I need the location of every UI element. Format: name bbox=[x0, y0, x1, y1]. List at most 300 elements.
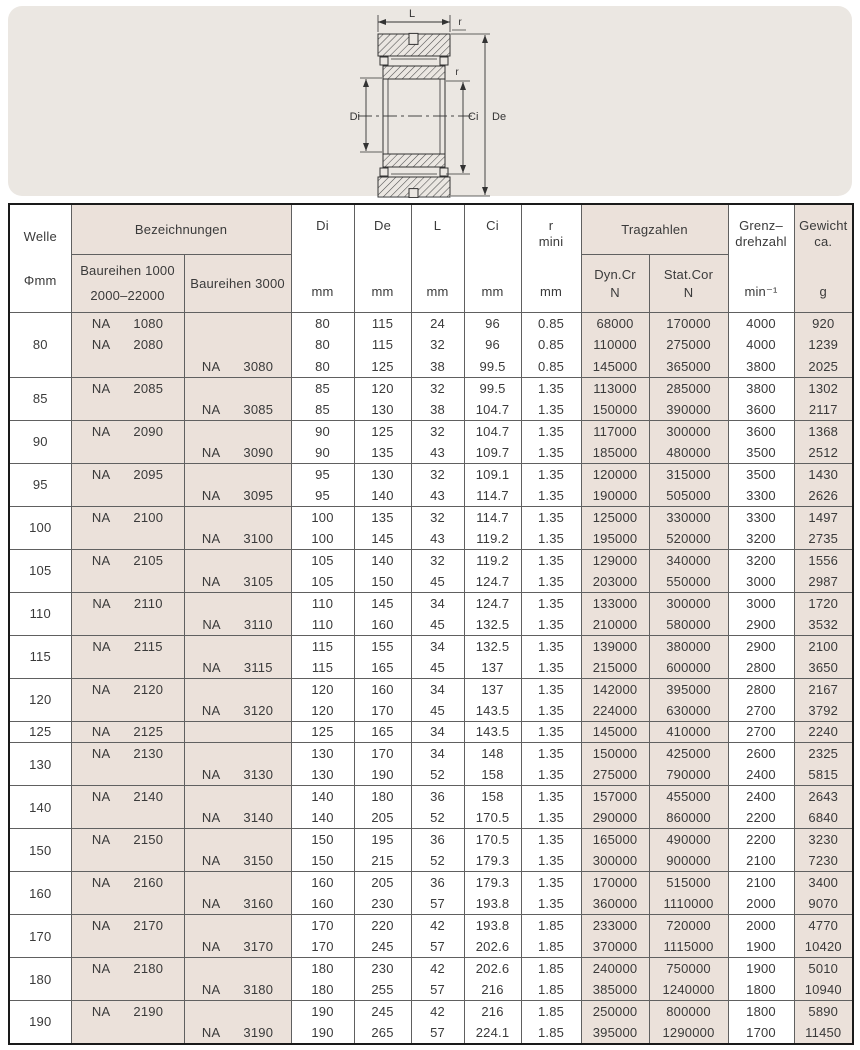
de-value: 205 bbox=[354, 807, 411, 829]
ci-value: 132.5 bbox=[464, 614, 521, 636]
table-row bbox=[9, 334, 853, 356]
r-mini-value: 0.85 bbox=[521, 356, 581, 378]
table-row bbox=[9, 442, 853, 464]
inner-ring-top bbox=[383, 66, 445, 79]
dimension-label-Di: Di bbox=[349, 111, 360, 123]
welle-cell: 150 bbox=[9, 829, 71, 872]
designation-baureihe-1000 bbox=[71, 356, 184, 378]
stat-cor-value: 750000 bbox=[649, 958, 728, 980]
grenzdrehzahl-value: 3600 bbox=[728, 399, 794, 421]
r-mini-value: 1.35 bbox=[521, 893, 581, 915]
ci-value: 99.5 bbox=[464, 356, 521, 378]
de-value: 265 bbox=[354, 1022, 411, 1044]
designation-baureihe-1000: NA 2090 bbox=[71, 420, 184, 442]
stat-cor-value: 550000 bbox=[649, 571, 728, 593]
stat-cor-value: 455000 bbox=[649, 786, 728, 808]
table-row bbox=[9, 485, 853, 507]
welle-cell: 80 bbox=[9, 313, 71, 378]
table-row bbox=[9, 592, 853, 614]
designation-baureihe-3000 bbox=[184, 721, 291, 743]
designation-baureihe-3000 bbox=[184, 743, 291, 765]
designation-baureihe-1000 bbox=[71, 850, 184, 872]
table-row bbox=[9, 399, 853, 421]
dimension-label-Ci: Ci bbox=[468, 111, 479, 123]
welle-cell: 110 bbox=[9, 592, 71, 635]
de-value: 155 bbox=[354, 635, 411, 657]
designation-baureihe-1000 bbox=[71, 528, 184, 550]
di-value: 180 bbox=[291, 958, 354, 980]
ci-value: 170.5 bbox=[464, 829, 521, 851]
gewicht-value: 2626 bbox=[794, 485, 853, 507]
gewicht-value: 2512 bbox=[794, 442, 853, 464]
ci-value: 143.5 bbox=[464, 721, 521, 743]
r-mini-value: 1.35 bbox=[521, 786, 581, 808]
l-value: 43 bbox=[411, 528, 464, 550]
header-baureihen-3000: Baureihen 3000 bbox=[184, 255, 291, 313]
gewicht-value: 5815 bbox=[794, 764, 853, 786]
designation-baureihe-1000: NA 2100 bbox=[71, 506, 184, 528]
stat-cor-value: 395000 bbox=[649, 678, 728, 700]
l-value: 45 bbox=[411, 700, 464, 722]
designation-baureihe-1000: NA 2150 bbox=[71, 829, 184, 851]
stat-cor-value: 860000 bbox=[649, 807, 728, 829]
welle-cell: 90 bbox=[9, 420, 71, 463]
designation-baureihe-1000: NA 2160 bbox=[71, 872, 184, 894]
ci-value: 132.5 bbox=[464, 635, 521, 657]
l-value: 34 bbox=[411, 592, 464, 614]
ci-value: 99.5 bbox=[464, 377, 521, 399]
gewicht-value: 1497 bbox=[794, 506, 853, 528]
r-mini-value: 1.35 bbox=[521, 872, 581, 894]
designation-baureihe-1000 bbox=[71, 657, 184, 679]
dyn-cr-value: 290000 bbox=[581, 807, 649, 829]
gewicht-value: 1720 bbox=[794, 592, 853, 614]
di-value: 140 bbox=[291, 807, 354, 829]
ci-value: 114.7 bbox=[464, 485, 521, 507]
stat-cor-value: 1115000 bbox=[649, 936, 728, 958]
dimension-label-L: L bbox=[408, 8, 416, 20]
de-value: 195 bbox=[354, 829, 411, 851]
de-value: 165 bbox=[354, 657, 411, 679]
grenzdrehzahl-value: 2000 bbox=[728, 915, 794, 937]
ring-seam-bottom bbox=[409, 189, 418, 198]
r-mini-value: 1.35 bbox=[521, 420, 581, 442]
di-value: 85 bbox=[291, 377, 354, 399]
di-value: 95 bbox=[291, 463, 354, 485]
di-value: 150 bbox=[291, 829, 354, 851]
dyn-cr-value: 190000 bbox=[581, 485, 649, 507]
gewicht-value: 2025 bbox=[794, 356, 853, 378]
de-value: 160 bbox=[354, 678, 411, 700]
ci-value: 124.7 bbox=[464, 571, 521, 593]
stat-cor-value: 170000 bbox=[649, 313, 728, 335]
welle-cell: 85 bbox=[9, 377, 71, 420]
grenzdrehzahl-value: 2200 bbox=[728, 829, 794, 851]
inner-ring-bottom bbox=[383, 154, 445, 167]
gewicht-value: 2100 bbox=[794, 635, 853, 657]
r-mini-value: 1.35 bbox=[521, 442, 581, 464]
gewicht-value: 2643 bbox=[794, 786, 853, 808]
dimension-label-r-top: r bbox=[458, 17, 462, 28]
designation-baureihe-1000: NA 2140 bbox=[71, 786, 184, 808]
de-value: 170 bbox=[354, 700, 411, 722]
gewicht-value: 1556 bbox=[794, 549, 853, 571]
di-value: 90 bbox=[291, 442, 354, 464]
l-value: 42 bbox=[411, 1001, 464, 1023]
ci-value: 119.2 bbox=[464, 528, 521, 550]
dyn-cr-value: 133000 bbox=[581, 592, 649, 614]
designation-baureihe-1000 bbox=[71, 1022, 184, 1044]
dyn-cr-value: 395000 bbox=[581, 1022, 649, 1044]
designation-baureihe-3000: NA 3150 bbox=[184, 850, 291, 872]
table-row bbox=[9, 936, 853, 958]
table-row bbox=[9, 420, 853, 442]
dyn-cr-value: 139000 bbox=[581, 635, 649, 657]
gewicht-value: 4770 bbox=[794, 915, 853, 937]
designation-baureihe-3000 bbox=[184, 786, 291, 808]
di-value: 100 bbox=[291, 528, 354, 550]
table-row bbox=[9, 1022, 853, 1044]
header-di: Di mm bbox=[291, 204, 354, 313]
stat-cor-value: 520000 bbox=[649, 528, 728, 550]
designation-baureihe-3000: NA 3110 bbox=[184, 614, 291, 636]
grenzdrehzahl-value: 2700 bbox=[728, 700, 794, 722]
table-row bbox=[9, 377, 853, 399]
table-row bbox=[9, 657, 853, 679]
header-tragzahlen: Tragzahlen bbox=[581, 204, 728, 255]
ci-value: 179.3 bbox=[464, 850, 521, 872]
designation-baureihe-3000: NA 3120 bbox=[184, 700, 291, 722]
dyn-cr-value: 210000 bbox=[581, 614, 649, 636]
table-row bbox=[9, 549, 853, 571]
designation-baureihe-1000 bbox=[71, 764, 184, 786]
l-value: 34 bbox=[411, 678, 464, 700]
di-value: 150 bbox=[291, 850, 354, 872]
header-welle-label: Welle bbox=[23, 229, 57, 244]
r-mini-value: 1.85 bbox=[521, 915, 581, 937]
grenzdrehzahl-value: 1700 bbox=[728, 1022, 794, 1044]
designation-baureihe-1000: NA 2180 bbox=[71, 958, 184, 980]
stat-cor-value: 480000 bbox=[649, 442, 728, 464]
stat-cor-value: 800000 bbox=[649, 1001, 728, 1023]
l-value: 52 bbox=[411, 850, 464, 872]
table-row bbox=[9, 1001, 853, 1023]
table-row bbox=[9, 528, 853, 550]
de-value: 140 bbox=[354, 549, 411, 571]
welle-cell: 180 bbox=[9, 958, 71, 1001]
di-value: 110 bbox=[291, 614, 354, 636]
r-mini-value: 1.35 bbox=[521, 399, 581, 421]
de-value: 205 bbox=[354, 872, 411, 894]
table-row bbox=[9, 893, 853, 915]
l-value: 32 bbox=[411, 463, 464, 485]
designation-baureihe-3000 bbox=[184, 463, 291, 485]
stat-cor-value: 1240000 bbox=[649, 979, 728, 1001]
r-mini-value: 1.85 bbox=[521, 1022, 581, 1044]
ci-value: 104.7 bbox=[464, 399, 521, 421]
de-value: 145 bbox=[354, 528, 411, 550]
gewicht-value: 10940 bbox=[794, 979, 853, 1001]
ci-value: 193.8 bbox=[464, 893, 521, 915]
header-dyn-cr: Dyn.Cr N bbox=[581, 255, 649, 313]
bearing-data-table bbox=[8, 203, 854, 1045]
l-value: 43 bbox=[411, 485, 464, 507]
l-value: 36 bbox=[411, 786, 464, 808]
di-value: 120 bbox=[291, 700, 354, 722]
header-welle-unit: Φmm bbox=[23, 273, 57, 288]
designation-baureihe-1000: NA 2080 bbox=[71, 334, 184, 356]
grenzdrehzahl-value: 3300 bbox=[728, 506, 794, 528]
grenzdrehzahl-value: 3300 bbox=[728, 485, 794, 507]
welle-cell: 130 bbox=[9, 743, 71, 786]
designation-baureihe-1000: NA 2130 bbox=[71, 743, 184, 765]
r-mini-value: 1.35 bbox=[521, 700, 581, 722]
di-value: 180 bbox=[291, 979, 354, 1001]
l-value: 36 bbox=[411, 872, 464, 894]
l-value: 34 bbox=[411, 721, 464, 743]
grenzdrehzahl-value: 3200 bbox=[728, 549, 794, 571]
designation-baureihe-3000 bbox=[184, 872, 291, 894]
r-mini-value: 1.85 bbox=[521, 1001, 581, 1023]
ci-value: 170.5 bbox=[464, 807, 521, 829]
ci-value: 124.7 bbox=[464, 592, 521, 614]
dyn-cr-value: 300000 bbox=[581, 850, 649, 872]
l-value: 36 bbox=[411, 829, 464, 851]
de-value: 230 bbox=[354, 958, 411, 980]
di-value: 100 bbox=[291, 506, 354, 528]
designation-baureihe-1000 bbox=[71, 807, 184, 829]
gewicht-value: 3532 bbox=[794, 614, 853, 636]
de-value: 120 bbox=[354, 377, 411, 399]
roller-bottom-right bbox=[440, 168, 448, 176]
dimension-label-De: De bbox=[492, 111, 507, 123]
grenzdrehzahl-value: 2800 bbox=[728, 657, 794, 679]
welle-cell: 115 bbox=[9, 635, 71, 678]
designation-baureihe-3000: NA 3105 bbox=[184, 571, 291, 593]
gewicht-value: 5010 bbox=[794, 958, 853, 980]
grenzdrehzahl-value: 3200 bbox=[728, 528, 794, 550]
table-row bbox=[9, 979, 853, 1001]
l-value: 57 bbox=[411, 979, 464, 1001]
l-value: 45 bbox=[411, 614, 464, 636]
table-row bbox=[9, 829, 853, 851]
di-value: 190 bbox=[291, 1001, 354, 1023]
r-mini-value: 1.35 bbox=[521, 571, 581, 593]
gewicht-value: 5890 bbox=[794, 1001, 853, 1023]
grenzdrehzahl-value: 4000 bbox=[728, 313, 794, 335]
di-value: 170 bbox=[291, 936, 354, 958]
r-mini-value: 1.35 bbox=[521, 764, 581, 786]
r-mini-value: 1.35 bbox=[521, 807, 581, 829]
l-value: 45 bbox=[411, 571, 464, 593]
ci-value: 114.7 bbox=[464, 506, 521, 528]
grenzdrehzahl-value: 1900 bbox=[728, 958, 794, 980]
l-value: 32 bbox=[411, 334, 464, 356]
designation-baureihe-3000: NA 3100 bbox=[184, 528, 291, 550]
designation-baureihe-3000 bbox=[184, 506, 291, 528]
header-de: De mm bbox=[354, 204, 411, 313]
di-value: 130 bbox=[291, 764, 354, 786]
dyn-cr-value: 68000 bbox=[581, 313, 649, 335]
table-row bbox=[9, 678, 853, 700]
table-row bbox=[9, 850, 853, 872]
designation-baureihe-3000 bbox=[184, 420, 291, 442]
designation-baureihe-1000 bbox=[71, 571, 184, 593]
l-value: 42 bbox=[411, 958, 464, 980]
ci-value: 216 bbox=[464, 979, 521, 1001]
dyn-cr-value: 360000 bbox=[581, 893, 649, 915]
di-value: 80 bbox=[291, 313, 354, 335]
dyn-cr-value: 157000 bbox=[581, 786, 649, 808]
ci-value: 109.1 bbox=[464, 463, 521, 485]
r-mini-value: 0.85 bbox=[521, 313, 581, 335]
designation-baureihe-3000: NA 3180 bbox=[184, 979, 291, 1001]
l-value: 34 bbox=[411, 743, 464, 765]
designation-baureihe-1000 bbox=[71, 399, 184, 421]
designation-baureihe-1000 bbox=[71, 979, 184, 1001]
gewicht-value: 2325 bbox=[794, 743, 853, 765]
grenzdrehzahl-value: 2400 bbox=[728, 786, 794, 808]
dyn-cr-value: 215000 bbox=[581, 657, 649, 679]
de-value: 145 bbox=[354, 592, 411, 614]
welle-cell: 190 bbox=[9, 1001, 71, 1044]
dyn-cr-value: 170000 bbox=[581, 872, 649, 894]
table-row bbox=[9, 571, 853, 593]
gewicht-value: 2240 bbox=[794, 721, 853, 743]
ci-value: 148 bbox=[464, 743, 521, 765]
dimension-label-r-inner: r bbox=[455, 67, 459, 78]
de-value: 115 bbox=[354, 334, 411, 356]
header-welle bbox=[9, 204, 71, 313]
r-mini-value: 1.85 bbox=[521, 936, 581, 958]
stat-cor-value: 315000 bbox=[649, 463, 728, 485]
designation-baureihe-1000: NA 2105 bbox=[71, 549, 184, 571]
gewicht-value: 6840 bbox=[794, 807, 853, 829]
header-stat-cor: Stat.Cor N bbox=[649, 255, 728, 313]
header-bezeichnungen: Bezeichnungen bbox=[71, 204, 291, 255]
r-mini-value: 1.35 bbox=[521, 463, 581, 485]
dyn-cr-value: 145000 bbox=[581, 356, 649, 378]
gewicht-value: 3230 bbox=[794, 829, 853, 851]
table-row bbox=[9, 721, 853, 743]
designation-baureihe-1000 bbox=[71, 893, 184, 915]
ci-value: 224.1 bbox=[464, 1022, 521, 1044]
welle-cell: 170 bbox=[9, 915, 71, 958]
ci-value: 158 bbox=[464, 786, 521, 808]
ci-value: 96 bbox=[464, 313, 521, 335]
ci-value: 216 bbox=[464, 1001, 521, 1023]
grenzdrehzahl-value: 4000 bbox=[728, 334, 794, 356]
ci-value: 193.8 bbox=[464, 915, 521, 937]
di-value: 190 bbox=[291, 1022, 354, 1044]
ci-value: 109.7 bbox=[464, 442, 521, 464]
grenzdrehzahl-value: 1800 bbox=[728, 979, 794, 1001]
r-mini-value: 1.35 bbox=[521, 657, 581, 679]
l-value: 57 bbox=[411, 1022, 464, 1044]
table-row bbox=[9, 786, 853, 808]
dyn-cr-value: 233000 bbox=[581, 915, 649, 937]
de-value: 140 bbox=[354, 485, 411, 507]
designation-baureihe-3000 bbox=[184, 549, 291, 571]
de-value: 190 bbox=[354, 764, 411, 786]
table-row bbox=[9, 764, 853, 786]
dyn-cr-value: 370000 bbox=[581, 936, 649, 958]
welle-cell: 100 bbox=[9, 506, 71, 549]
dyn-cr-value: 120000 bbox=[581, 463, 649, 485]
dyn-cr-value: 203000 bbox=[581, 571, 649, 593]
designation-baureihe-1000 bbox=[71, 614, 184, 636]
designation-baureihe-1000 bbox=[71, 485, 184, 507]
de-value: 245 bbox=[354, 1001, 411, 1023]
r-mini-value: 1.85 bbox=[521, 958, 581, 980]
dyn-cr-value: 145000 bbox=[581, 721, 649, 743]
r-mini-value: 1.35 bbox=[521, 721, 581, 743]
de-value: 245 bbox=[354, 936, 411, 958]
de-value: 230 bbox=[354, 893, 411, 915]
grenzdrehzahl-value: 3500 bbox=[728, 442, 794, 464]
header-baureihen-1000: Baureihen 1000 2000–22000 bbox=[71, 255, 184, 313]
table-row bbox=[9, 915, 853, 937]
r-mini-value: 1.35 bbox=[521, 528, 581, 550]
table-row bbox=[9, 958, 853, 980]
designation-baureihe-1000 bbox=[71, 936, 184, 958]
l-value: 32 bbox=[411, 420, 464, 442]
header-l: L mm bbox=[411, 204, 464, 313]
table-row bbox=[9, 872, 853, 894]
designation-baureihe-3000 bbox=[184, 915, 291, 937]
welle-cell: 125 bbox=[9, 721, 71, 743]
grenzdrehzahl-value: 3600 bbox=[728, 420, 794, 442]
header-ci: Ci mm bbox=[464, 204, 521, 313]
grenzdrehzahl-value: 2900 bbox=[728, 635, 794, 657]
grenzdrehzahl-value: 2700 bbox=[728, 721, 794, 743]
r-mini-value: 1.35 bbox=[521, 743, 581, 765]
di-value: 170 bbox=[291, 915, 354, 937]
stat-cor-value: 275000 bbox=[649, 334, 728, 356]
designation-baureihe-3000 bbox=[184, 829, 291, 851]
l-value: 57 bbox=[411, 936, 464, 958]
de-value: 130 bbox=[354, 399, 411, 421]
de-value: 115 bbox=[354, 313, 411, 335]
gewicht-value: 11450 bbox=[794, 1022, 853, 1044]
designation-baureihe-3000: NA 3140 bbox=[184, 807, 291, 829]
l-value: 38 bbox=[411, 399, 464, 421]
de-value: 220 bbox=[354, 915, 411, 937]
designation-baureihe-3000 bbox=[184, 1001, 291, 1023]
designation-baureihe-3000: NA 3085 bbox=[184, 399, 291, 421]
r-mini-value: 1.35 bbox=[521, 614, 581, 636]
di-value: 80 bbox=[291, 334, 354, 356]
gewicht-value: 9070 bbox=[794, 893, 853, 915]
stat-cor-value: 365000 bbox=[649, 356, 728, 378]
dyn-cr-value: 142000 bbox=[581, 678, 649, 700]
stat-cor-value: 390000 bbox=[649, 399, 728, 421]
l-value: 32 bbox=[411, 506, 464, 528]
stat-cor-value: 1290000 bbox=[649, 1022, 728, 1044]
table-row bbox=[9, 614, 853, 636]
di-value: 160 bbox=[291, 893, 354, 915]
ci-value: 202.6 bbox=[464, 958, 521, 980]
grenzdrehzahl-value: 3000 bbox=[728, 592, 794, 614]
gewicht-value: 1239 bbox=[794, 334, 853, 356]
stat-cor-value: 490000 bbox=[649, 829, 728, 851]
designation-baureihe-1000 bbox=[71, 700, 184, 722]
dyn-cr-value: 385000 bbox=[581, 979, 649, 1001]
di-value: 130 bbox=[291, 743, 354, 765]
stat-cor-value: 300000 bbox=[649, 420, 728, 442]
di-value: 115 bbox=[291, 635, 354, 657]
dyn-cr-value: 195000 bbox=[581, 528, 649, 550]
